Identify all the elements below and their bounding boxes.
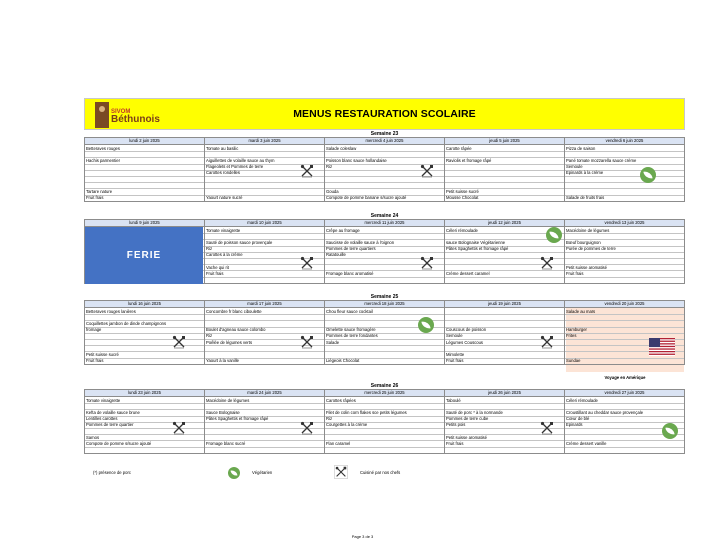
menu-item: Poisson blanc sauce hollandaise	[326, 157, 387, 163]
menu-item: Yaourt à la vanille	[206, 358, 239, 364]
chef-icon	[299, 334, 315, 350]
vegetarian-icon	[418, 317, 434, 333]
chef-icon	[299, 255, 315, 271]
menu-item: Compote de pomme banane s/sucre ajouté	[326, 195, 407, 201]
day-header: jeudi 26 juin 2025	[445, 390, 565, 396]
day-header: mardi 17 juin 2025	[205, 301, 325, 307]
menu-item: Fruit frais	[566, 270, 584, 276]
menu-item: Petits pois	[446, 422, 466, 428]
chef-icon	[171, 420, 187, 436]
menu-item: Petit suisse aromatisé	[566, 264, 607, 270]
menu-item: Purée de pommes de terre	[566, 246, 616, 252]
menu-item: Céleri rémoulade	[446, 227, 478, 233]
day-header: mercredi 25 juin 2025	[325, 390, 445, 396]
menu-item: Crème dessert vanille	[566, 440, 607, 446]
menu-item: Epinards à la crème	[566, 170, 604, 176]
legend-chef: Cuisiné par nos chefs	[360, 470, 401, 475]
menu-item: Frites	[566, 333, 577, 339]
chef-icon	[419, 255, 435, 271]
menu-item: Tomate vinaigrette	[86, 397, 121, 403]
menu-item: Salade coleslaw	[326, 145, 357, 151]
menu-cell	[565, 227, 684, 283]
menu-item: Betteraves rouges	[86, 145, 120, 151]
menu-item: Omelette sauce fromagère	[326, 327, 376, 333]
week-title: Semaine 25	[370, 294, 399, 300]
vegetarian-icon	[228, 467, 240, 479]
chef-icon	[539, 334, 555, 350]
menu-item: Flageolets et Pommes de terre	[206, 164, 264, 170]
menu-cell	[85, 145, 205, 201]
vegetarian-icon	[640, 167, 656, 183]
menu-item: Salade de fruits frais	[566, 195, 605, 201]
menu-cell	[85, 397, 205, 453]
usa-flag-icon	[649, 338, 675, 356]
menu-item: Vache qui rit	[206, 264, 229, 270]
menu-item: Macédoine de légumes	[566, 227, 610, 233]
menu-item: Carottes à la crème	[206, 252, 243, 258]
menu-item: Saucisse de volaille sauce à l'oignon	[326, 239, 395, 245]
menu-item: Pommes de terre quartier	[86, 422, 134, 428]
menu-item: Aiguillettes de volaille sauce au thym	[206, 157, 275, 163]
day-header: lundi 9 juin 2025	[85, 220, 205, 226]
menu-item: Carottes rondelles	[206, 170, 240, 176]
day-header: lundi 2 juin 2025	[85, 138, 205, 144]
menu-item: Légumes Couscous	[446, 339, 484, 345]
menu-item: Fruit frais	[446, 440, 464, 446]
day-header: mercredi 4 juin 2025	[325, 138, 445, 144]
day-header: mardi 24 juin 2025	[205, 390, 325, 396]
page-title: MENUS RESTAURATION SCOLAIRE	[293, 108, 476, 120]
day-header: vendredi 13 juin 2025	[604, 220, 645, 225]
chef-icon	[419, 163, 435, 179]
chef-icon	[171, 334, 187, 350]
day-header: jeudi 5 juin 2025	[445, 138, 565, 144]
week-title: Semaine 24	[370, 213, 399, 219]
menu-item: Petit suisse sucré	[446, 188, 479, 194]
menu-item: Petit suisse sucré	[86, 351, 119, 357]
menu-item: Pâtes Spaghettis et fromage râpé	[206, 416, 269, 422]
ferie-banner: FERIE	[85, 227, 203, 284]
menu-item: Coquillettes jambon de dinde champignons	[86, 320, 167, 326]
menu-item: Pommes de terre fondantes	[326, 333, 378, 339]
day-header: lundi 16 juin 2025	[85, 301, 205, 307]
menu-item: Fruit frais	[86, 358, 104, 364]
menu-item: Hamburger	[566, 327, 587, 333]
menu-item: Poêlée de légumes verts	[206, 339, 253, 345]
menu-item: Mimolette	[446, 351, 465, 357]
menu-cell	[445, 145, 565, 201]
chef-icon	[539, 255, 555, 271]
menu-item: Tomate au basilic	[206, 145, 239, 151]
menu-item: Salade au maïs	[566, 308, 596, 314]
menu-item: Pommes de terre cube	[446, 416, 489, 422]
menu-item: Pizza de saison	[566, 145, 596, 151]
menu-item: Lentilles carottes	[86, 416, 118, 422]
menu-item: Ratatouille	[326, 252, 346, 258]
menu-item: fromage	[86, 327, 102, 333]
menu-header	[84, 98, 685, 130]
menu-item: Chou fleur sauce cocktail	[326, 308, 373, 314]
menu-item: Crêpe au fromage	[326, 227, 360, 233]
menu-cell	[85, 308, 205, 364]
menu-item: Croustillant au cheddar sauce provençale	[566, 409, 644, 415]
menu-cell	[325, 397, 445, 453]
menu-item: Samos	[86, 434, 100, 440]
menu-item: Salade	[326, 339, 340, 345]
menu-item: Liégeois Chocolat	[326, 358, 360, 364]
menu-item: Hachis parmentier	[86, 157, 120, 163]
menu-item: Riz	[206, 333, 213, 339]
menu-item: Concombre fr blanc ciboulette	[206, 308, 262, 314]
menu-item: Riz	[326, 164, 333, 170]
menu-item: Betteraves rouges lanières	[86, 308, 136, 314]
menu-item: Boulet d'agneau sauce colombo	[206, 327, 266, 333]
menu-item: Tomate vinaigrette	[206, 227, 241, 233]
menu-item: Flan caramel	[326, 440, 351, 446]
week-grid	[84, 300, 685, 365]
menu-item: Sauce Bolognaise	[206, 409, 240, 415]
menu-item: Gouda	[326, 188, 339, 194]
menu-item: Pané tomate mozzarella sauce crème	[566, 157, 637, 163]
sivom-logo: SIVOM Béthunois	[95, 101, 143, 129]
menu-item: Carotte râpée	[446, 145, 472, 151]
menu-item: Fromage blanc sucré	[206, 440, 246, 446]
menu-item: Pommes de terre quartiers	[326, 246, 376, 252]
vegetarian-icon	[546, 227, 562, 243]
menu-item: Sundae	[566, 358, 581, 364]
theme-label: Voyage en Amérique	[604, 375, 646, 380]
menu-item: Fruit frais	[446, 358, 464, 364]
menu-item: Taboulé	[446, 397, 461, 403]
day-header: mercredi 18 juin 2025	[325, 301, 445, 307]
chef-icon	[539, 420, 555, 436]
week-title: Semaine 26	[370, 383, 399, 389]
day-header: vendredi 27 juin 2025	[604, 390, 645, 395]
menu-item: Raviolis et fromage râpé	[446, 157, 492, 163]
menu-cell	[565, 145, 684, 201]
menu-item: Mousse Chocolat	[446, 195, 479, 201]
chef-icon	[299, 420, 315, 436]
menu-item: sauce Bolognaise Végétarienne	[446, 239, 506, 245]
menu-item: Sauté de poisson sauce provençale	[206, 239, 273, 245]
day-header: mardi 3 juin 2025	[205, 138, 325, 144]
menu-item: Fromage blanc aromatisé	[326, 270, 374, 276]
menu-item: Compote de pomme s/sucre ajouté	[86, 440, 152, 446]
page-number: Page 3 de 3	[351, 534, 374, 539]
menu-item: Courgettes à la crème	[326, 422, 368, 428]
menu-item: Céleri rémoulade	[566, 397, 598, 403]
legend-porc: (*) présence de porc	[93, 470, 131, 475]
day-header: lundi 23 juin 2025	[85, 390, 205, 396]
menu-item: Tartare nature	[86, 188, 113, 194]
menu-item: Kefta de volaille sauce brune	[86, 409, 140, 415]
week-title: Semaine 23	[370, 131, 399, 137]
menu-item: Epinards	[566, 422, 583, 428]
menu-item: Macédoine de légumes	[206, 397, 250, 403]
menu-item: Sauté de porc * à la normande	[446, 409, 503, 415]
day-header: mardi 10 juin 2025	[205, 220, 325, 226]
menu-item: Riz	[326, 416, 333, 422]
menu-item: Yaourt nature sucré	[206, 195, 243, 201]
menu-item: Pâtes Spaghettis et fromage râpé	[446, 246, 509, 252]
menu-item: Crème dessert caramel	[446, 270, 490, 276]
menu-item: Carottes râpées	[326, 397, 356, 403]
week-grid	[84, 137, 685, 202]
menu-item: Filet de colin corn flakes sce petits légumes	[326, 409, 407, 415]
day-header: mercredi 11 juin 2025	[325, 220, 445, 226]
day-header: vendredi 20 juin 2025	[604, 301, 645, 306]
menu-item: Semoule	[446, 333, 463, 339]
menu-item: Fruit frais	[206, 270, 224, 276]
menu-item: Cœur de blé	[566, 416, 590, 422]
chef-icon	[334, 465, 348, 479]
legend-vegetarien: Végétarien	[252, 470, 273, 475]
menu-item: Bœuf bourguignon	[566, 239, 601, 245]
vegetarian-icon	[662, 423, 678, 439]
day-header: jeudi 19 juin 2025	[445, 301, 565, 307]
menu-item: Semoule	[566, 164, 583, 170]
day-header: vendredi 6 juin 2025	[605, 138, 644, 143]
menu-item: Fruit frais	[86, 195, 104, 201]
menu-item: Riz	[206, 246, 213, 252]
chef-icon	[299, 163, 315, 179]
menu-item: Couscous de poisson	[446, 327, 487, 333]
day-header: jeudi 12 juin 2025	[445, 220, 565, 226]
menu-item: Petit suisse aromatisé	[446, 434, 487, 440]
